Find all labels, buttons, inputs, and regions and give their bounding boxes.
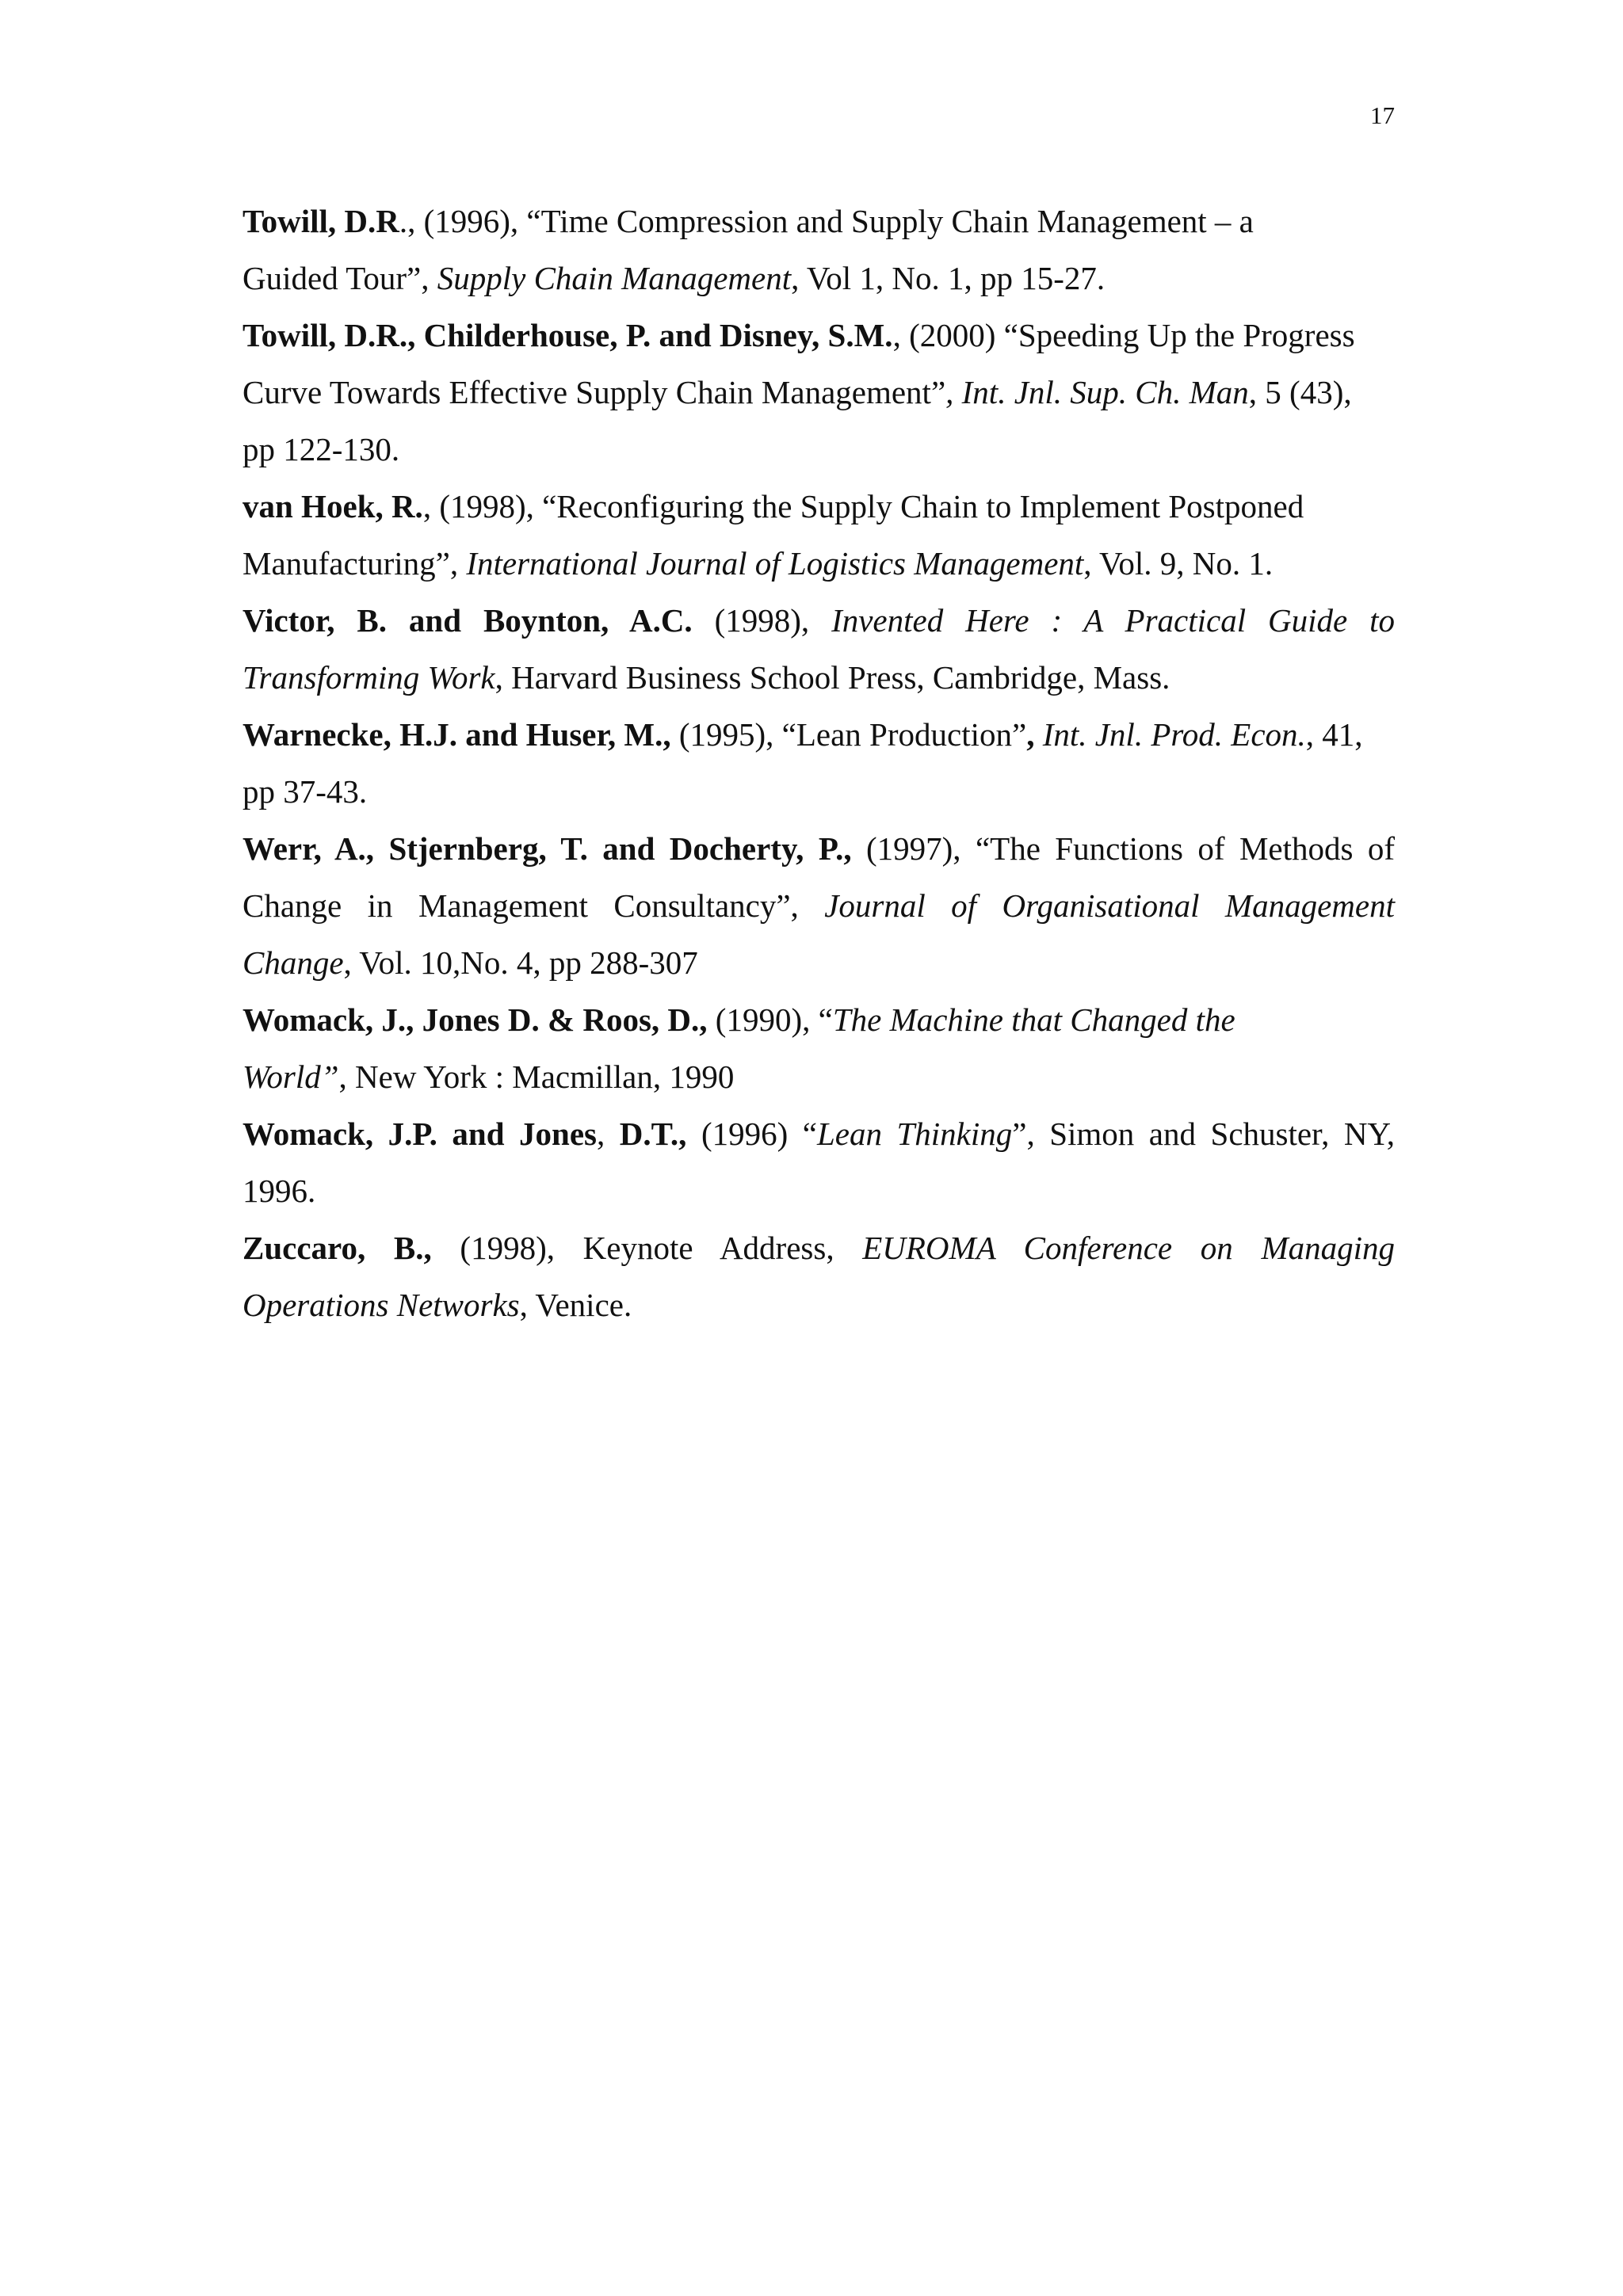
reference-title-italic: Lean Thinking <box>816 1116 1013 1152</box>
reference-text: 1996. <box>242 1173 316 1209</box>
reference-text: Guided Tour”, <box>242 260 437 296</box>
reference-line <box>242 592 1395 649</box>
reference-authors: van Hoek, R. <box>242 488 423 524</box>
reference-text: (1995), “Lean Production” <box>670 716 1027 753</box>
reference-text: (1996) “ <box>686 1116 817 1152</box>
reference-line <box>242 1048 1395 1105</box>
reference-authors: , <box>1026 716 1035 753</box>
reference-line <box>242 706 1395 763</box>
reference-entry <box>242 1219 1395 1333</box>
reference-line <box>242 1162 1395 1219</box>
reference-authors: Towill, D.R <box>242 203 399 239</box>
reference-title-italic: Transforming Work <box>242 659 495 696</box>
reference-authors: Zuccaro, B., <box>242 1230 432 1266</box>
reference-title-italic: Operations Networks <box>242 1287 520 1323</box>
reference-title-italic: Journal of Organisational Management <box>824 887 1395 924</box>
reference-text: (1998), Keynote Address, <box>431 1230 863 1266</box>
reference-line <box>242 763 1395 820</box>
reference-text: , Vol 1, No. 1, pp 15-27. <box>791 260 1106 296</box>
reference-authors: Womack, J.P. and Jones <box>242 1116 597 1152</box>
reference-authors: Werr, A., Stjernberg, T. and Docherty, P., <box>242 830 852 867</box>
reference-line <box>242 1105 1395 1162</box>
reference-text: ”, Simon and Schuster, NY, <box>1012 1116 1396 1152</box>
reference-title-italic: Supply Chain Management <box>437 260 792 296</box>
reference-line <box>242 250 1395 307</box>
reference-title-italic: EUROMA Conference on Managing <box>862 1230 1395 1266</box>
reference-entry <box>242 193 1395 307</box>
reference-entry <box>242 991 1395 1105</box>
reference-text: ., (1996), “Time Compression and Supply Chain Management – a <box>399 203 1254 239</box>
reference-line <box>242 991 1395 1048</box>
reference-title-italic: World” <box>242 1058 339 1095</box>
reference-title-italic: Change <box>242 944 344 981</box>
reference-text: , Venice. <box>519 1287 632 1323</box>
reference-authors: Towill, D.R., Childerhouse, P. and Disney, S.M. <box>242 317 893 353</box>
reference-list <box>242 193 1395 1333</box>
reference-text: , 5 (43), <box>1248 374 1352 410</box>
reference-line <box>242 820 1395 877</box>
reference-line <box>242 421 1395 478</box>
reference-line <box>242 1276 1395 1333</box>
reference-authors: Womack, J., Jones D. & Roos, D., <box>242 1001 708 1038</box>
reference-text: , 41, <box>1305 716 1363 753</box>
reference-title-italic: International Journal of Logistics Management <box>466 545 1084 582</box>
reference-entry <box>242 307 1395 478</box>
reference-text: , Vol. 9, No. 1. <box>1083 545 1274 582</box>
reference-text: , New York : Macmillan, 1990 <box>338 1058 735 1095</box>
reference-text: pp 122-130. <box>242 431 400 467</box>
reference-title-italic: The Machine that Changed the <box>832 1001 1235 1038</box>
reference-line <box>242 535 1395 592</box>
reference-line <box>242 877 1395 934</box>
reference-text: , (2000) “Speeding Up the Progress <box>892 317 1355 353</box>
reference-entry <box>242 1105 1395 1219</box>
reference-authors: Warnecke, H.J. and Huser, M., <box>242 716 671 753</box>
reference-text: (1990), “ <box>707 1001 833 1038</box>
reference-entry <box>242 706 1395 820</box>
reference-text: , (1998), “Reconfiguring the Supply Chain to Implement Postponed <box>422 488 1304 524</box>
reference-line <box>242 649 1395 706</box>
reference-text: , Vol. 10,No. 4, pp 288-307 <box>343 944 698 981</box>
reference-line <box>242 193 1395 250</box>
reference-authors: Victor, B. and Boynton, A.C. <box>242 602 693 639</box>
page-number: 17 <box>1370 101 1395 129</box>
reference-entry <box>242 478 1395 592</box>
reference-line <box>242 478 1395 535</box>
reference-line <box>242 934 1395 991</box>
reference-entry <box>242 592 1395 706</box>
reference-text: (1998), <box>692 602 832 639</box>
reference-title-italic: , Int. Jnl. Sup. Ch. Man <box>945 374 1249 410</box>
reference-text: Change in Management Consultancy”, <box>242 887 825 924</box>
reference-text: , <box>597 1116 620 1152</box>
reference-entry <box>242 820 1395 991</box>
reference-text: Manufacturing”, <box>242 545 467 582</box>
reference-line <box>242 364 1395 421</box>
reference-text: , Harvard Business School Press, Cambridge, Mass. <box>495 659 1170 696</box>
reference-line <box>242 1219 1395 1276</box>
reference-line <box>242 307 1395 364</box>
reference-text: pp 37-43. <box>242 773 368 810</box>
reference-text: Curve Towards Effective Supply Chain Management” <box>242 374 946 410</box>
reference-authors: D.T., <box>619 1116 687 1152</box>
reference-title-italic: Invented Here : A Practical Guide to <box>831 602 1396 639</box>
reference-title-italic: Int. Jnl. Prod. Econ. <box>1034 716 1306 753</box>
reference-text: (1997), “The Functions of Methods of <box>851 830 1395 867</box>
